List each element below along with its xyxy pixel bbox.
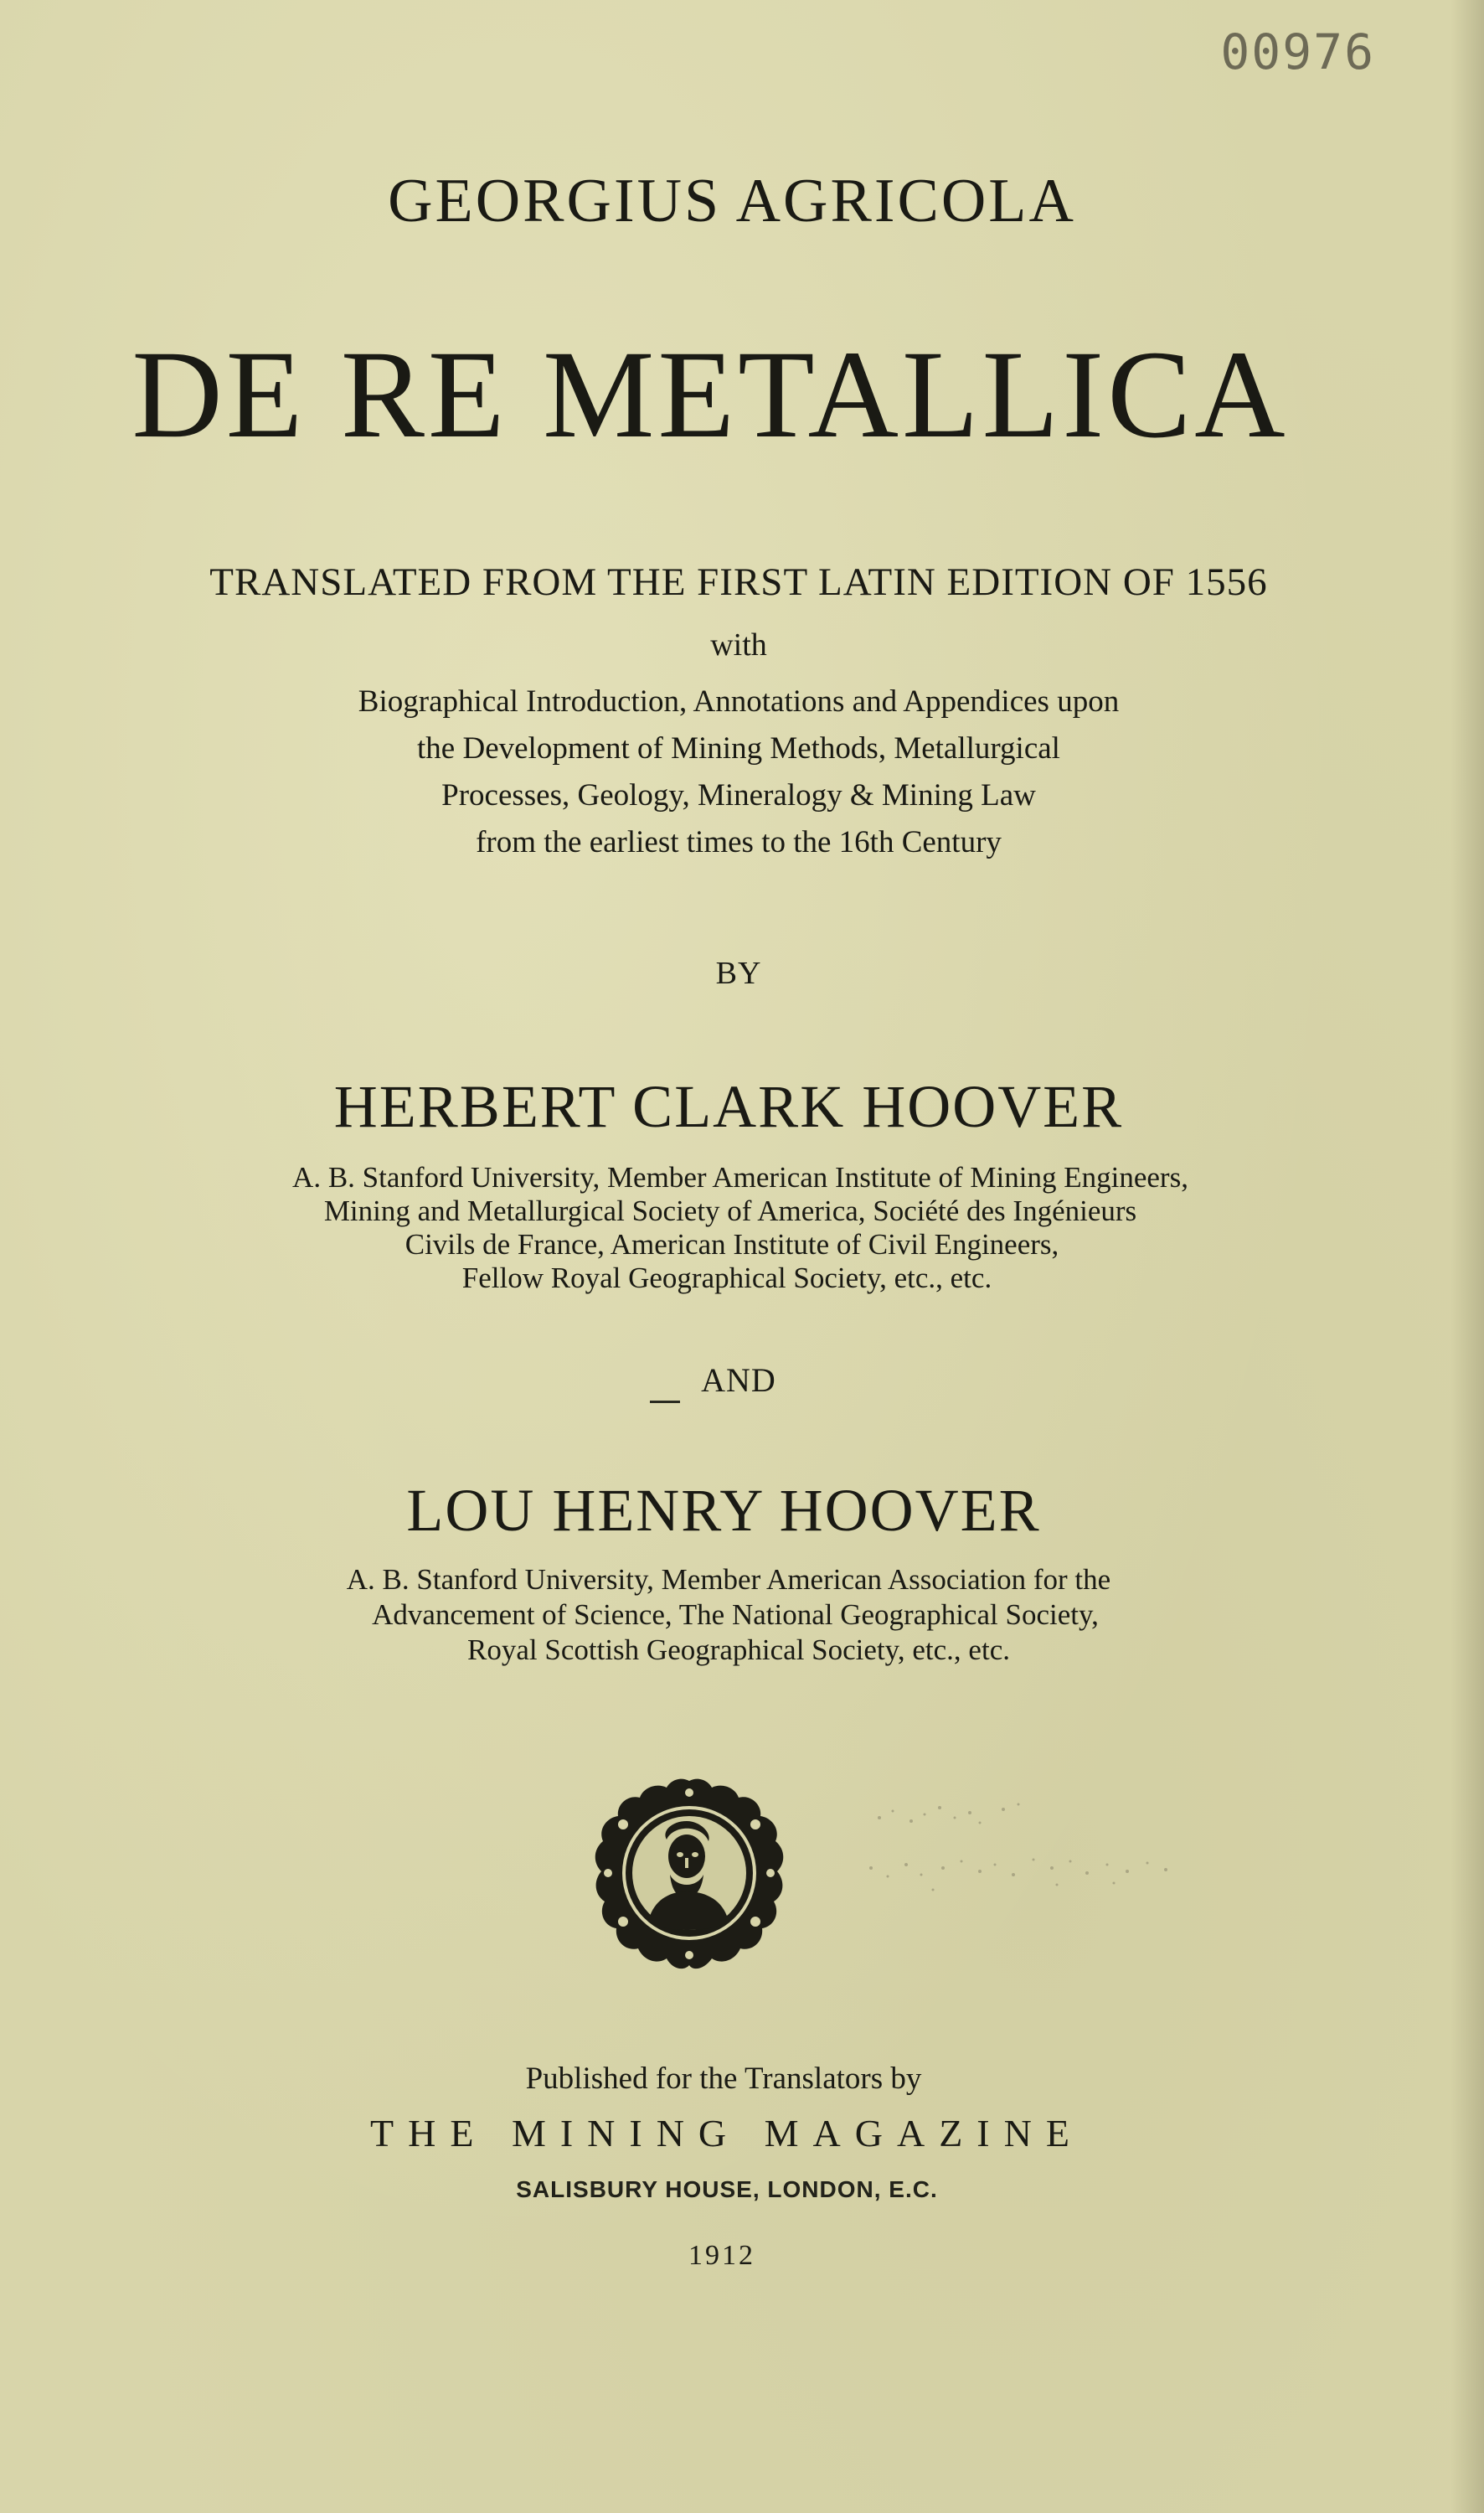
credentials-line: A. B. Stanford University, Member American Institute of Mining Engineers, [292, 1161, 1188, 1194]
publisher-address: SALISBURY HOUSE, LONDON, E.C. [516, 2176, 938, 2202]
publisher-name: THE MINING MAGAZINE [370, 2112, 1084, 2154]
credentials-line: A. B. Stanford University, Member American Association for the [346, 1563, 1111, 1596]
description-line: from the earliest times to the 16th Century [476, 825, 1002, 859]
credentials-line: Advancement of Science, The National Geographical Society, [372, 1598, 1099, 1631]
credentials-line: Fellow Royal Geographical Society, etc., etc. [461, 1262, 992, 1294]
description-line: Biographical Introduction, Annotations and Appendices upon [358, 684, 1120, 719]
credentials-line: Royal Scottish Geographical Society, etc., etc. [467, 1633, 1010, 1666]
description-line: Processes, Geology, Mineralogy & Mining Law [441, 778, 1036, 813]
credentials-line: Mining and Metallurgical Society of America, Société des Ingénieurs [323, 1195, 1137, 1227]
credentials-line: Civils de France, American Institute of Civil Engineers, [404, 1228, 1059, 1261]
author-header: GEORGIUS AGRICOLA [388, 167, 1076, 235]
translator-name: LOU HENRY HOOVER [406, 1477, 1041, 1544]
translator-name: HERBERT CLARK HOOVER [333, 1073, 1124, 1140]
and-word: AND [701, 1361, 776, 1399]
printer-device-icon [590, 1774, 789, 1972]
publisher-intro: Published for the Translators by [525, 2061, 922, 2096]
with-word: with [710, 627, 767, 663]
book-title: DE RE METALLICA [131, 325, 1289, 464]
description-line: the Development of Mining Methods, Metallurgical [417, 731, 1060, 766]
translation-subtitle: TRANSLATED FROM THE FIRST LATIN EDITION OF 1556 [209, 560, 1268, 604]
publication-year: 1912 [688, 2240, 755, 2271]
and-underline [650, 1401, 680, 1403]
paper-speckles [863, 1784, 1189, 1918]
catalog-number: 00976 [1220, 23, 1375, 80]
by-word: BY [715, 956, 762, 991]
